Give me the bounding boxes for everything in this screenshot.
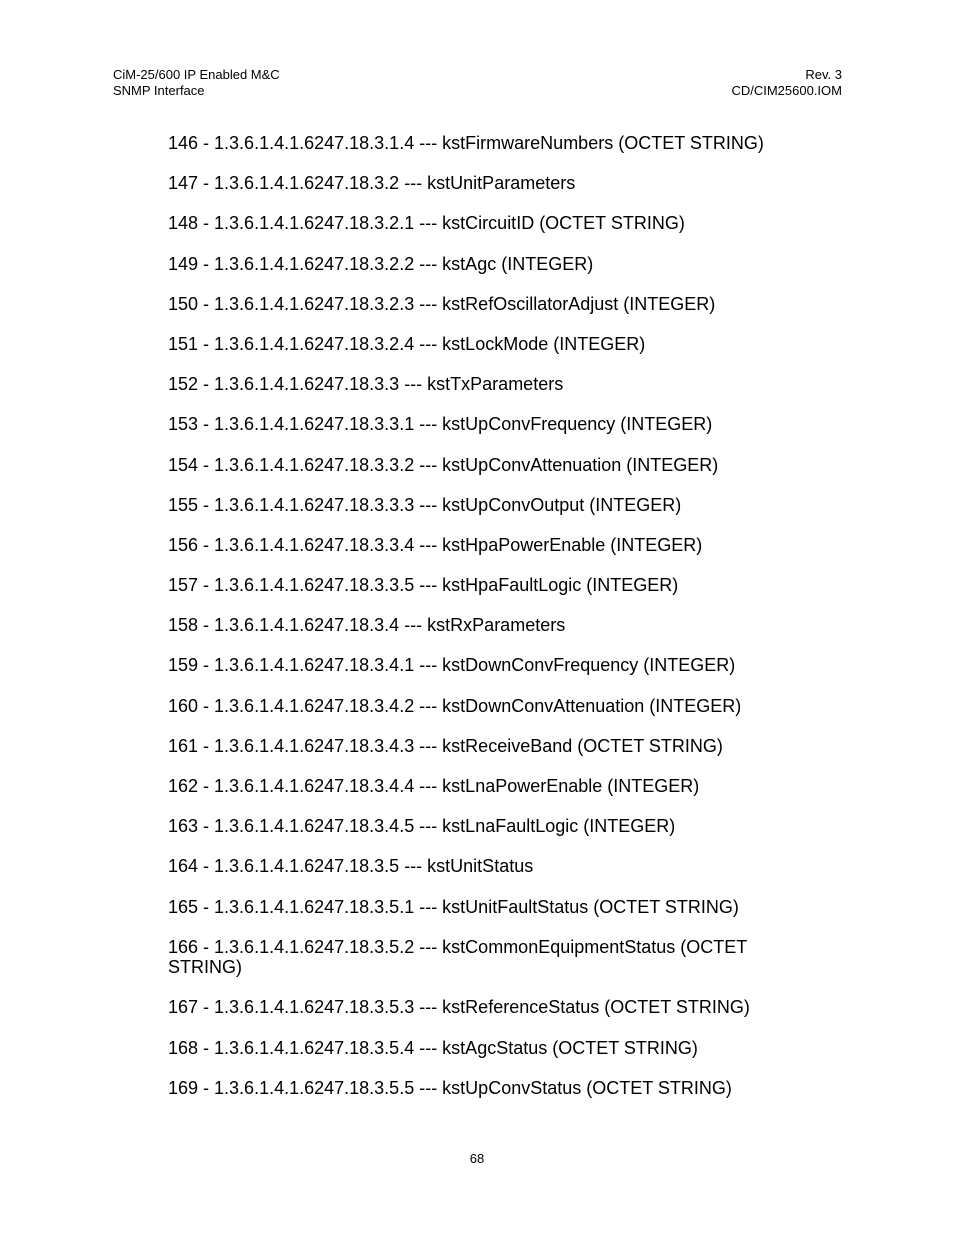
oid-entry: 165 - 1.3.6.1.4.1.6247.18.3.5.1 --- kstUnitFaultStatus (OCTET STRING)	[168, 896, 739, 917]
oid-entry-list	[168, 133, 788, 1118]
header-left	[113, 67, 280, 99]
oid-entry: 149 - 1.3.6.1.4.1.6247.18.3.2.2 --- kstAgc (INTEGER)	[168, 253, 594, 274]
oid-entry: 167 - 1.3.6.1.4.1.6247.18.3.5.3 --- kstReferenceStatus (OCTET STRING)	[168, 997, 750, 1018]
oid-entry: 169 - 1.3.6.1.4.1.6247.18.3.5.5 --- kstUpConvStatus (OCTET STRING)	[168, 1077, 732, 1098]
oid-entry: 148 - 1.3.6.1.4.1.6247.18.3.2.1 --- kstCircuitID (OCTET STRING)	[168, 213, 685, 234]
document-title: CiM-25/600 IP Enabled M&C	[113, 67, 280, 82]
oid-entry: 159 - 1.3.6.1.4.1.6247.18.3.4.1 --- kstDownConvFrequency (INTEGER)	[168, 655, 736, 676]
oid-entry: 162 - 1.3.6.1.4.1.6247.18.3.4.4 --- kstLnaPowerEnable (INTEGER)	[168, 776, 700, 796]
oid-entry: 155 - 1.3.6.1.4.1.6247.18.3.3.3 --- kstUpConvOutput (INTEGER)	[168, 494, 682, 515]
oid-entry: 151 - 1.3.6.1.4.1.6247.18.3.2.4 --- kstLockMode (INTEGER)	[168, 333, 646, 354]
oid-entry: 160 - 1.3.6.1.4.1.6247.18.3.4.2 --- kstDownConvAttenuation (INTEGER)	[168, 695, 742, 716]
oid-entry: 154 - 1.3.6.1.4.1.6247.18.3.3.2 --- kstUpConvAttenuation (INTEGER)	[168, 454, 719, 475]
document-code: CD/CIM25600.IOM	[731, 83, 842, 98]
oid-entry: 168 - 1.3.6.1.4.1.6247.18.3.5.4 --- kstAgcStatus (OCTET STRING)	[168, 1037, 698, 1058]
oid-entry: 157 - 1.3.6.1.4.1.6247.18.3.3.5 --- kstHpaFaultLogic (INTEGER)	[168, 575, 679, 596]
revision-label: Rev. 3	[805, 67, 842, 82]
oid-entry: 158 - 1.3.6.1.4.1.6247.18.3.4 --- kstRxParameters	[168, 615, 566, 636]
oid-entry: 156 - 1.3.6.1.4.1.6247.18.3.3.4 --- kstHpaPowerEnable (INTEGER)	[168, 534, 703, 555]
oid-entry: 150 - 1.3.6.1.4.1.6247.18.3.2.3 --- kstRefOscillatorAdjust (INTEGER)	[168, 293, 716, 314]
page-number: 68	[469, 1151, 485, 1166]
oid-entry: 147 - 1.3.6.1.4.1.6247.18.3.2 --- kstUnitParameters	[168, 173, 576, 194]
header-right	[731, 67, 842, 99]
oid-entry: 164 - 1.3.6.1.4.1.6247.18.3.5 --- kstUnitStatus	[168, 856, 534, 877]
oid-entry: 146 - 1.3.6.1.4.1.6247.18.3.1.4 --- kstFirmwareNumbers (OCTET STRING)	[168, 133, 764, 153]
oid-entry: 152 - 1.3.6.1.4.1.6247.18.3.3 --- kstTxParameters	[168, 374, 564, 395]
document-subtitle: SNMP Interface	[113, 83, 205, 98]
oid-entry: 161 - 1.3.6.1.4.1.6247.18.3.4.3 --- kstReceiveBand (OCTET STRING)	[168, 735, 723, 756]
oid-entry: 153 - 1.3.6.1.4.1.6247.18.3.3.1 --- kstUpConvFrequency (INTEGER)	[168, 414, 713, 435]
oid-entry: 163 - 1.3.6.1.4.1.6247.18.3.4.5 --- kstLnaFaultLogic (INTEGER)	[168, 816, 676, 837]
oid-entry: 166 - 1.3.6.1.4.1.6247.18.3.5.2 --- kstCommonEquipmentStatus (OCTET STRING)	[168, 936, 747, 978]
